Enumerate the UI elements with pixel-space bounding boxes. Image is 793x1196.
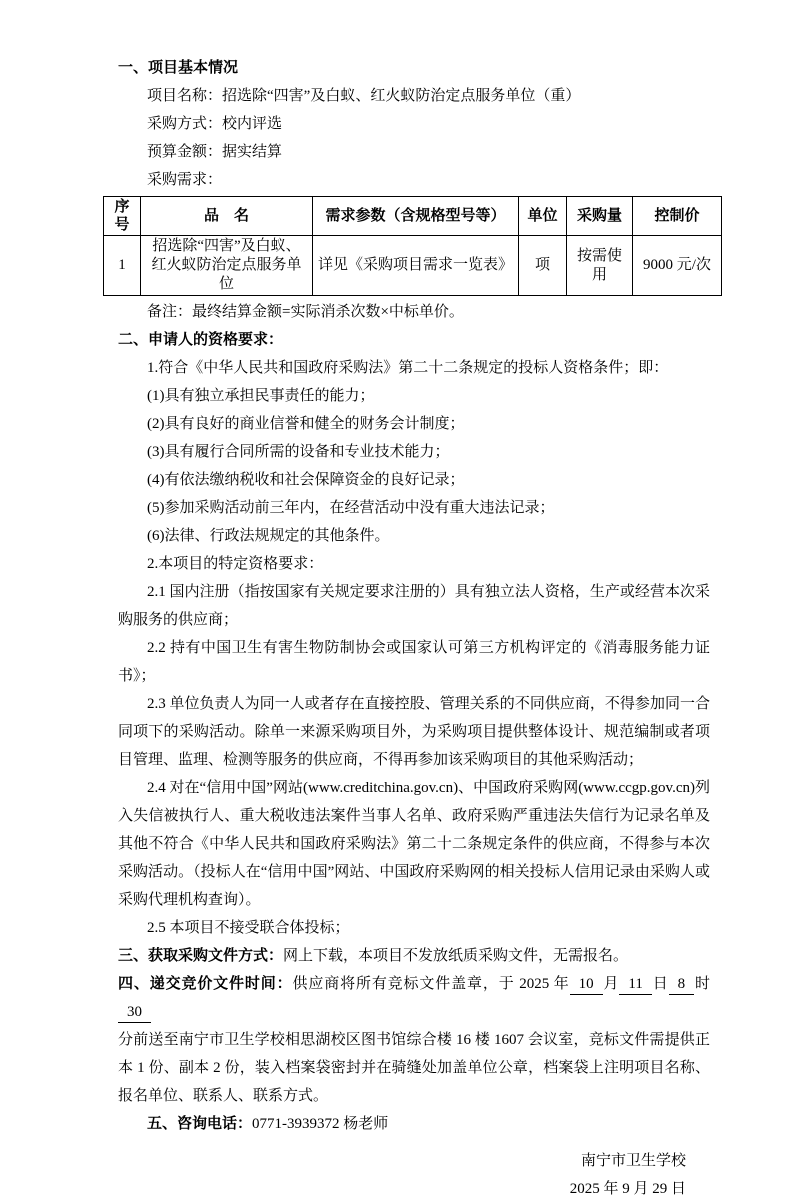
purchase-method-field: 采购方式：校内评选 <box>147 116 283 132</box>
cell-price: 9000 元/次 <box>633 236 722 296</box>
cell-name: 招选除“四害”及白蚁、红火蚁防治定点服务单位 <box>141 236 313 296</box>
section5-line <box>118 1110 710 1138</box>
signature-block <box>118 1147 710 1196</box>
col-header-name: 品 名 <box>141 197 313 236</box>
blank-month: 10 <box>570 974 603 995</box>
qualification-item: (3)具有履行合同所需的设备和专业技术能力； <box>147 444 450 460</box>
col-header-params: 需求参数（含规格型号等） <box>313 197 519 236</box>
signature-date: 2025 年 9 月 29 日 <box>569 1181 686 1196</box>
section4-intro: 供应商将所有竞标文件盖章，于 2025 年 <box>292 976 570 992</box>
cell-seq: 1 <box>104 236 141 296</box>
blank-hour: 8 <box>669 974 695 995</box>
qualification-item: (6)法律、行政法规规定的其他条件。 <box>147 528 390 544</box>
hour-label: 时 <box>694 976 710 992</box>
month-label: 月 <box>602 976 620 992</box>
cell-qty: 按需使用 <box>567 236 633 296</box>
demand-label: 采购需求： <box>147 172 223 188</box>
budget-field: 预算金额：据实结算 <box>147 144 283 160</box>
col-header-qty: 采购量 <box>567 197 633 236</box>
table-note: 备注：最终结算金额=实际消杀次数×中标单价。 <box>147 304 464 320</box>
qualification-item: 2.1 国内注册（指按国家有关规定要求注册的）具有独立法人资格，生产或经营本次采购服务的供应商； <box>118 584 710 628</box>
section1-heading: 一、项目基本情况 <box>118 60 239 76</box>
section4-body: 分前送至南宁市卫生学校相思湖校区图书馆综合楼 16 楼 1607 会议室，竞标文件需提供正本 1 份、副本 2 份，装入档案袋密封并在骑缝处加盖单位公章，档案袋上注明项目名称、报名单位、联系人、联系方式。 <box>118 1032 710 1104</box>
qualification-item: 1.符合《中华人民共和国政府采购法》第二十二条规定的投标人资格条件；即： <box>147 360 669 376</box>
day-label: 日 <box>651 976 669 992</box>
document-content <box>114 54 711 1196</box>
table-row <box>104 236 722 296</box>
qualification-item: 2.2 持有中国卫生有害生物防制协会或国家认可第三方机构评定的《消毒服务能力证书》； <box>118 640 710 684</box>
qualification-item: 2.5 本项目不接受联合体投标； <box>147 920 350 936</box>
blank-day: 11 <box>619 974 651 995</box>
col-header-unit: 单位 <box>519 197 567 236</box>
section4-heading: 四、递交竞价文件时间： <box>118 976 293 992</box>
section3-line <box>118 942 710 970</box>
section2-heading: 二、申请人的资格要求： <box>118 332 284 348</box>
qualification-item: (2)具有良好的商业信誉和健全的财务会计制度； <box>147 416 465 432</box>
qualification-item: 2.3 单位负责人为同一人或者存在直接控股、管理关系的不同供应商，不得参加同一合同项下的采购活动。除单一来源采购项目外，为采购项目提供整体设计、规范编制或者项目管理、监理、检测等服务的供应商，不得再参加该采购项目的其他采购活动； <box>118 696 710 768</box>
qualification-item: 2.4 对在“信用中国”网站(www.creditchina.gov.cn)、中国政府采购网(www.ccgp.gov.cn)列入失信被执行人、重大税收违法案件当事人名单、政府采购严重违法失信行为记录名单及其他不符合《中华人民共和国政府采购法》第二十二条规定条件的供应商，不得参与本次采购活动。（投标人在“信用中国”网站、中国政府采购网的相关投标人信用记录由采购人或采购代理机构查询）。 <box>118 780 710 908</box>
blank-minute: 30 <box>118 1002 151 1023</box>
table-header-row <box>104 197 722 236</box>
col-header-price: 控制价 <box>633 197 722 236</box>
qualification-item: 2.本项目的特定资格要求： <box>147 556 324 572</box>
section3-text: 网上下载，本项目不发放纸质采购文件，无需报名。 <box>283 948 629 964</box>
project-name-field: 项目名称：招选除“四害”及白蚁、红火蚁防治定点服务单位（重） <box>147 88 581 104</box>
signature-org: 南宁市卫生学校 <box>580 1153 686 1169</box>
qualification-item: (5)参加采购活动前三年内，在经营活动中没有重大违法记录； <box>147 500 555 516</box>
cell-params: 详见《采购项目需求一览表》 <box>313 236 519 296</box>
qualification-item: (4)有依法缴纳税收和社会保障资金的良好记录； <box>147 472 465 488</box>
section4-line <box>118 970 710 1026</box>
requirements-table <box>103 196 722 296</box>
section5-heading: 五、咨询电话： <box>147 1116 253 1132</box>
cell-unit: 项 <box>519 236 567 296</box>
col-header-seq: 序号 <box>104 197 141 236</box>
qualification-item: (1)具有独立承担民事责任的能力； <box>147 388 375 404</box>
section3-heading: 三、获取采购文件方式： <box>118 948 284 964</box>
phone-text: 0771-3939372 杨老师 <box>252 1116 389 1132</box>
